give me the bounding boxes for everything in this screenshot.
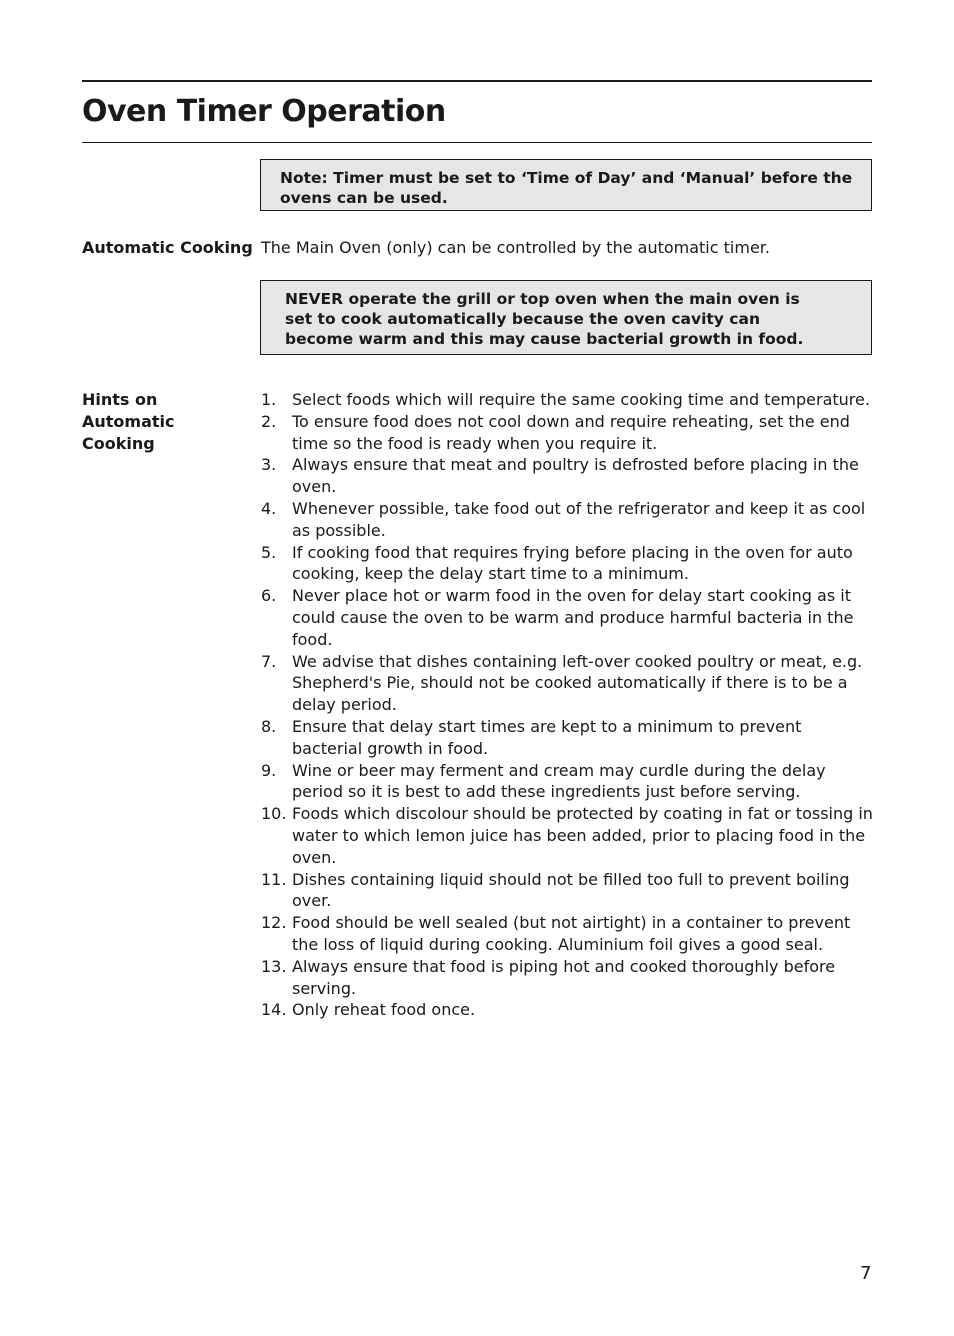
item-text: Always ensure that meat and poultry is defrosted before placing in the oven. <box>292 455 859 497</box>
list-item <box>261 411 873 455</box>
hints-heading: Hints on Automatic Cooking <box>82 390 175 453</box>
top-rule <box>82 80 872 82</box>
item-text: Whenever possible, take food out of the refrigerator and keep it as cool as possible. <box>292 498 866 540</box>
item-number: 11. <box>261 869 287 889</box>
list-item <box>261 956 873 1000</box>
item-text: Never place hot or warm food in the oven for delay start cooking as it could cause the oven to be warm and produce harmful bacteria in the food. <box>292 586 854 649</box>
item-number: 10. <box>261 804 287 824</box>
list-item <box>261 585 873 650</box>
page-title: Oven Timer Operation <box>82 94 446 129</box>
list-item <box>261 389 873 411</box>
list-item <box>261 912 873 956</box>
item-number: 13. <box>261 956 287 976</box>
list-item <box>261 651 873 716</box>
title-underline <box>82 142 872 143</box>
timer-note-box: Note: Timer must be set to ‘Time of Day’ and ‘Manual’ before the ovens can be used. <box>260 159 872 211</box>
list-item <box>261 999 873 1021</box>
automatic-cooking-heading: Automatic Cooking <box>82 238 253 257</box>
item-text: Food should be well sealed (but not airtight) in a container to prevent the loss of liquid during cooking. Aluminium foil gives a good seal. <box>292 913 851 954</box>
item-number: 14. <box>261 1000 287 1020</box>
item-number: 3. <box>261 455 277 475</box>
item-text: If cooking food that requires frying before placing in the oven for auto cooking, keep the delay start time to a minimum. <box>292 542 853 584</box>
warning-box: NEVER operate the grill or top oven when the main oven is set to cook automatically because the oven cavity can become warm and this may cause bacterial growth in food. <box>260 280 872 355</box>
list-item <box>261 760 873 804</box>
item-text: Ensure that delay start times are kept to a minimum to prevent bacterial growth in food. <box>292 716 802 758</box>
item-text: Foods which discolour should be protected by coating in fat or tossing in water to which lemon juice has been added, prior to placing food in the oven. <box>292 804 873 867</box>
page-number: 7 <box>860 1263 872 1284</box>
item-text: Dishes containing liquid should not be filled too full to prevent boiling over. <box>292 869 850 911</box>
item-text: To ensure food does not cool down and require reheating, set the end time so the food is ready when you require it. <box>292 411 850 453</box>
list-item <box>261 716 873 760</box>
item-number: 4. <box>261 498 277 518</box>
item-text: Only reheat food once. <box>292 1000 476 1020</box>
item-number: 12. <box>261 913 287 933</box>
automatic-cooking-text: The Main Oven (only) can be controlled by the automatic timer. <box>261 238 770 257</box>
item-number: 2. <box>261 411 277 431</box>
list-item <box>261 498 873 542</box>
list-item <box>261 803 873 868</box>
item-number: 8. <box>261 716 277 736</box>
item-text: We advise that dishes containing left-over cooked poultry or meat, e.g. Shepherd's Pie, should not be cooked automatically if there is to be a delay period. <box>292 651 863 715</box>
list-item <box>261 869 873 913</box>
list-item <box>261 454 873 498</box>
list-item <box>261 542 873 586</box>
item-text: Wine or beer may ferment and cream may curdle during the delay period so it is best to add these ingredients just before serving. <box>292 760 826 802</box>
item-number: 1. <box>261 390 277 409</box>
item-number: 9. <box>261 760 277 780</box>
item-number: 6. <box>261 586 277 606</box>
item-text: Select foods which will require the same cooking time and temperature. <box>292 390 870 409</box>
item-number: 7. <box>261 651 277 671</box>
item-text: Always ensure that food is piping hot and cooked thoroughly before serving. <box>292 956 836 998</box>
hints-list <box>261 389 873 1021</box>
item-number: 5. <box>261 542 277 562</box>
